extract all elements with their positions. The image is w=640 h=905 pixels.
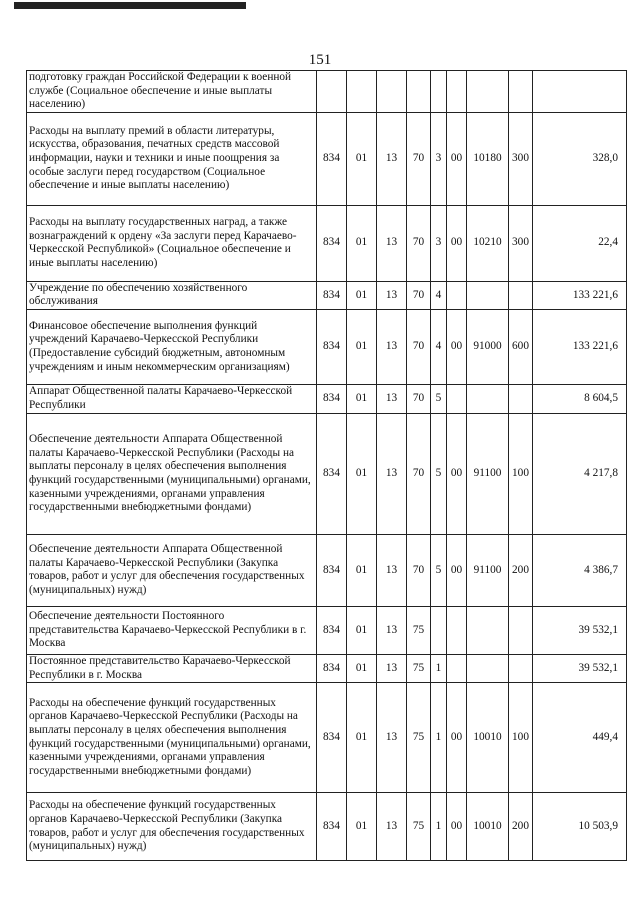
column-code-3: 13: [377, 413, 407, 534]
column-code-8: [509, 654, 533, 682]
column-code-3: 13: [377, 205, 407, 281]
column-code-6: 00: [447, 112, 467, 205]
column-code-7: 10210: [467, 205, 509, 281]
column-code-1: 834: [317, 606, 347, 654]
table-row: [27, 71, 627, 113]
column-code-5: 1: [431, 654, 447, 682]
row-description: Расходы на обеспечение функций государственных органов Карачаево-Черкесской Республики (Закупка товаров, работ и услуг для обеспечения государственных (муниципальных) нужд): [27, 793, 317, 861]
table-row: [27, 793, 627, 861]
table-row: [27, 606, 627, 654]
column-code-5: 1: [431, 683, 447, 793]
column-code-6: 00: [447, 683, 467, 793]
row-description: Расходы на обеспечение функций государственных органов Карачаево-Черкесской Республики (Расходы на выплаты персоналу в целях обеспечения выполнения функций государственными (муниципальными) органами, казенными учреждениями, органами управления государственными внебюджетными фондами): [27, 683, 317, 793]
table-row: [27, 384, 627, 413]
table-row: [27, 654, 627, 682]
table-row: [27, 534, 627, 606]
column-code-2: 01: [347, 654, 377, 682]
column-code-6: [447, 384, 467, 413]
row-amount: 4 217,8: [533, 413, 627, 534]
row-amount: 10 503,9: [533, 793, 627, 861]
column-code-7: [467, 384, 509, 413]
column-code-7: 91100: [467, 534, 509, 606]
row-amount: 328,0: [533, 112, 627, 205]
row-description: Обеспечение деятельности Аппарата Общественной палаты Карачаево-Черкесской Республики (Расходы на выплаты персоналу в целях обеспечения выполнения функций государственными (муниципальными) органами, казенными учреждениями, органами управления государственными внебюджетными фондами): [27, 413, 317, 534]
column-code-8: [509, 281, 533, 309]
column-code-8: 200: [509, 534, 533, 606]
table-row: [27, 112, 627, 205]
column-code-1: 834: [317, 534, 347, 606]
column-code-6: 00: [447, 413, 467, 534]
column-code-4: 70: [407, 413, 431, 534]
column-code-7: 91000: [467, 309, 509, 384]
row-amount: 39 532,1: [533, 606, 627, 654]
column-code-8: 300: [509, 205, 533, 281]
column-code-3: 13: [377, 793, 407, 861]
column-code-6: [447, 281, 467, 309]
row-description: Аппарат Общественной палаты Карачаево-Черкесской Республики: [27, 384, 317, 413]
row-description: Финансовое обеспечение выполнения функций учреждений Карачаево-Черкесской Республики (Предоставление субсидий бюджетным, автономным учреждениям и иным некоммерческим организациям): [27, 309, 317, 384]
page-number: 151: [308, 52, 332, 68]
row-description: Постоянное представительство Карачаево-Черкесской Республики в г. Москва: [27, 654, 317, 682]
column-code-1: 834: [317, 112, 347, 205]
column-code-7: [467, 71, 509, 113]
column-code-7: 10010: [467, 793, 509, 861]
row-amount: 133 221,6: [533, 309, 627, 384]
table-row: [27, 683, 627, 793]
column-code-1: 834: [317, 793, 347, 861]
column-code-4: 70: [407, 309, 431, 384]
table-row: [27, 413, 627, 534]
column-code-3: [377, 71, 407, 113]
column-code-1: 834: [317, 281, 347, 309]
row-description: Расходы на выплату государственных наград, а также вознаграждений к ордену «За заслуги перед Карачаево-Черкесской Республикой» (Социальное обеспечение и иные выплаты населению): [27, 205, 317, 281]
column-code-5: 4: [431, 309, 447, 384]
column-code-8: [509, 384, 533, 413]
budget-table: [26, 70, 627, 861]
table-row: [27, 281, 627, 309]
row-description: Расходы на выплату премий в области литературы, искусства, образования, печатных средств массовой информации, науки и техники и иные поощрения за особые заслуги перед государством (Социальное обеспечение и иные выплаты населению): [27, 112, 317, 205]
column-code-1: 834: [317, 413, 347, 534]
column-code-4: [407, 71, 431, 113]
column-code-8: 600: [509, 309, 533, 384]
column-code-6: 00: [447, 205, 467, 281]
column-code-7: [467, 281, 509, 309]
column-code-4: 70: [407, 384, 431, 413]
column-code-5: 5: [431, 384, 447, 413]
column-code-8: 200: [509, 793, 533, 861]
column-code-2: 01: [347, 606, 377, 654]
column-code-7: 10010: [467, 683, 509, 793]
column-code-5: [431, 606, 447, 654]
column-code-1: 834: [317, 205, 347, 281]
row-description: Обеспечение деятельности Постоянного представительства Карачаево-Черкесской Республики в г. Москва: [27, 606, 317, 654]
column-code-3: 13: [377, 534, 407, 606]
column-code-1: 834: [317, 654, 347, 682]
column-code-6: [447, 654, 467, 682]
column-code-6: 00: [447, 309, 467, 384]
table-row: [27, 205, 627, 281]
column-code-3: 13: [377, 606, 407, 654]
column-code-4: 75: [407, 606, 431, 654]
column-code-2: 01: [347, 793, 377, 861]
row-amount: 22,4: [533, 205, 627, 281]
column-code-5: 3: [431, 205, 447, 281]
column-code-2: 01: [347, 413, 377, 534]
column-code-7: [467, 606, 509, 654]
column-code-3: 13: [377, 112, 407, 205]
column-code-3: 13: [377, 683, 407, 793]
column-code-5: 1: [431, 793, 447, 861]
column-code-5: 3: [431, 112, 447, 205]
column-code-6: 00: [447, 793, 467, 861]
column-code-5: 5: [431, 413, 447, 534]
column-code-3: 13: [377, 384, 407, 413]
row-description: Учреждение по обеспечению хозяйственного обслуживания: [27, 281, 317, 309]
row-amount: 4 386,7: [533, 534, 627, 606]
column-code-5: [431, 71, 447, 113]
column-code-2: 01: [347, 281, 377, 309]
column-code-3: 13: [377, 281, 407, 309]
column-code-5: 4: [431, 281, 447, 309]
column-code-2: 01: [347, 534, 377, 606]
column-code-4: 75: [407, 793, 431, 861]
column-code-4: 75: [407, 683, 431, 793]
column-code-6: [447, 71, 467, 113]
row-amount: 449,4: [533, 683, 627, 793]
column-code-4: 70: [407, 534, 431, 606]
column-code-7: [467, 654, 509, 682]
table-row: [27, 309, 627, 384]
row-amount: 133 221,6: [533, 281, 627, 309]
column-code-6: [447, 606, 467, 654]
column-code-1: 834: [317, 683, 347, 793]
column-code-8: [509, 71, 533, 113]
column-code-2: 01: [347, 309, 377, 384]
column-code-8: 100: [509, 683, 533, 793]
column-code-7: 91100: [467, 413, 509, 534]
column-code-3: 13: [377, 654, 407, 682]
column-code-1: [317, 71, 347, 113]
column-code-1: 834: [317, 309, 347, 384]
column-code-2: [347, 71, 377, 113]
row-description: Обеспечение деятельности Аппарата Общественной палаты Карачаево-Черкесской Республики (Закупка товаров, работ и услуг для обеспечения государственных (муниципальных) нужд): [27, 534, 317, 606]
column-code-2: 01: [347, 112, 377, 205]
row-amount: 8 604,5: [533, 384, 627, 413]
column-code-2: 01: [347, 683, 377, 793]
top-scan-strip: [14, 2, 246, 9]
column-code-4: 75: [407, 654, 431, 682]
column-code-8: 300: [509, 112, 533, 205]
column-code-6: 00: [447, 534, 467, 606]
column-code-2: 01: [347, 205, 377, 281]
column-code-2: 01: [347, 384, 377, 413]
row-amount: [533, 71, 627, 113]
column-code-8: 100: [509, 413, 533, 534]
column-code-1: 834: [317, 384, 347, 413]
column-code-7: 10180: [467, 112, 509, 205]
column-code-4: 70: [407, 281, 431, 309]
column-code-3: 13: [377, 309, 407, 384]
column-code-4: 70: [407, 112, 431, 205]
row-description: подготовку граждан Российской Федерации к военной службе (Социальное обеспечение и иные выплаты населению): [27, 71, 317, 113]
column-code-8: [509, 606, 533, 654]
column-code-5: 5: [431, 534, 447, 606]
row-amount: 39 532,1: [533, 654, 627, 682]
column-code-4: 70: [407, 205, 431, 281]
